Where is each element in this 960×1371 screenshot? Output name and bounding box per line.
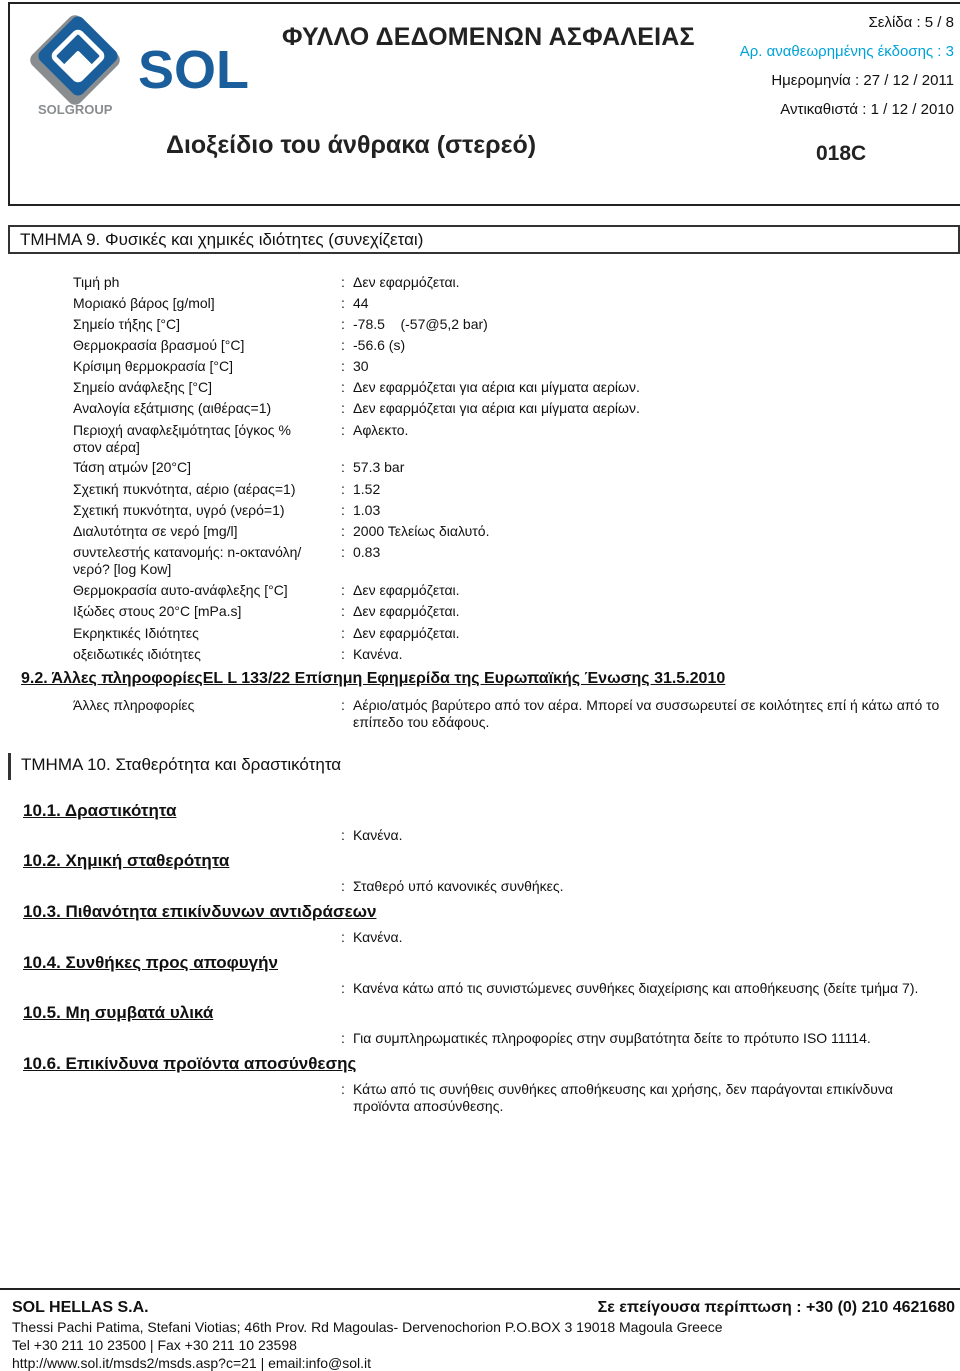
subsection-10-2-title: 10.2. Χημική σταθερότητα <box>23 851 230 870</box>
property-value: Δεν εφαρμόζεται για αέρια και μίγματα αερίων. <box>353 379 640 395</box>
product-name: Διοξείδιο του άνθρακα (στερεό) <box>166 131 537 159</box>
property-value: Δεν εφαρμόζεται. <box>353 274 460 290</box>
property-label: Διαλυτότητα σε νερό [mg/l] <box>73 523 238 539</box>
subsection-value-text: Σταθερό υπό κανονικές συνθήκες. <box>353 878 564 894</box>
property-value: Δεν εφαρμόζεται. <box>353 603 460 619</box>
property-value: Δεν εφαρμόζεται. <box>353 625 460 641</box>
document-header <box>8 2 960 206</box>
property-value: 57.3 bar <box>353 459 405 475</box>
property-label: Κρίσιμη θερμοκρασία [°C] <box>73 358 234 374</box>
subsection-value-text: Κάτω από τις συνήθεις συνθήκες αποθήκευσης και χρήσης, δεν παράγονται επικίνδυνα προϊόντα αποσύνθεσης. <box>353 1081 893 1114</box>
property-label: Άλλες πληροφορίες <box>73 697 195 713</box>
header-meta <box>740 8 954 124</box>
property-value: Δεν εφαρμόζεται για αέρια και μίγματα αερίων. <box>353 400 640 416</box>
separator: : <box>341 929 345 945</box>
replaces-date: Αντικαθιστά : 1 / 12 / 2010 <box>780 101 954 118</box>
product-code: 018C <box>816 142 867 165</box>
separator: : <box>341 646 345 662</box>
property-label: Θερμοκρασία αυτο-ανάφλεξης [°C] <box>73 582 288 598</box>
issue-date: Ημερομηνία : 27 / 12 / 2011 <box>771 72 954 89</box>
document-title: ΦΥΛΛΟ ΔΕΔΟΜΕΝΩΝ ΑΣΦΑΛΕΙΑΣ <box>282 23 695 51</box>
document-footer <box>0 1288 960 1371</box>
property-value: Αέριο/ατμός βαρύτερο από τον αέρα. Μπορεί να συσσωρευτεί σε κοιλότητες επί ή κάτω από το επίπεδο του εδάφους. <box>353 697 940 730</box>
subsection-value-text: Για συμπληρωματικές πληροφορίες στην συμβατότητα δείτε το πρότυπο ISO 11114. <box>353 1030 871 1046</box>
property-value: -56.6 (s) <box>353 337 406 353</box>
separator: : <box>341 697 345 713</box>
property-label: Μοριακό βάρος [g/mol] <box>73 295 215 311</box>
subsection-value-text: Κανένα κάτω από τις συνιστώμενες συνθήκες διαχείρισης και αποθήκευσης (δείτε τμήμα 7). <box>353 980 919 996</box>
property-label: Σχετική πυκνότητα, αέριο (αέρας=1) <box>73 481 296 497</box>
property-label: Ιξώδες στους 20°C [mPa.s] <box>73 603 242 619</box>
property-value: 30 <box>353 358 369 374</box>
section-9-heading: ΤΜΗΜΑ 9. Φυσικές και χημικές ιδιότητες (συνεχίζεται) <box>8 225 960 254</box>
subsection-10-3-title: 10.3. Πιθανότητα επικίνδυνων αντιδράσεων <box>23 902 377 921</box>
separator: : <box>341 459 345 475</box>
separator: : <box>341 980 345 996</box>
footer-emergency-phone: Σε επείγουσα περίπτωση : +30 (0) 210 4621680 <box>597 1299 955 1316</box>
footer-phone-fax: Tel +30 211 10 23500 | Fax +30 211 10 23598 <box>12 1337 297 1353</box>
separator: : <box>341 274 345 290</box>
page-number: Σελίδα : 5 / 8 <box>868 14 954 31</box>
subsection-value-text: Κανένα. <box>353 929 403 945</box>
property-value: 1.03 <box>353 502 381 518</box>
property-value: 0.83 <box>353 544 381 560</box>
property-value: 2000 Τελείως διαλυτό. <box>353 523 490 539</box>
subsection-10-5-title: 10.5. Μη συμβατά υλικά <box>23 1003 214 1022</box>
separator: : <box>341 1081 345 1097</box>
subsection-9-2-title: 9.2. Άλλες πληροφορίεςEL L 133/22 Επίσημη Εφημερίδα της Ευρωπαϊκής Ένωσης 31.5.2010 <box>21 670 726 687</box>
separator: : <box>341 523 345 539</box>
separator: : <box>341 400 345 416</box>
separator: : <box>341 337 345 353</box>
logo-subtext: SOLGROUP <box>38 102 113 117</box>
separator: : <box>341 422 345 438</box>
section-10-heading: ΤΜΗΜΑ 10. Σταθερότητα και δραστικότητα <box>8 753 388 780</box>
property-value: 1.52 <box>353 481 381 497</box>
separator: : <box>341 603 345 619</box>
property-label: Τάση ατμών [20°C] <box>73 459 191 475</box>
separator: : <box>341 379 345 395</box>
property-label: Σημείο τήξης [°C] <box>73 316 181 332</box>
separator: : <box>341 358 345 374</box>
property-value: Δεν εφαρμόζεται. <box>353 582 460 598</box>
separator: : <box>341 827 345 843</box>
property-label: Τιμή ph <box>73 274 120 290</box>
footer-web-link[interactable]: http://www.sol.it/msds2/msds.asp?c=21 | email:info@sol.it <box>12 1355 372 1371</box>
property-label: Αναλογία εξάτμισης (αιθέρας=1) <box>73 400 272 416</box>
property-value: Αφλεκτο. <box>353 422 409 438</box>
separator: : <box>341 1030 345 1046</box>
property-value: Κανένα. <box>353 646 403 662</box>
subsection-value-text: Κανένα. <box>353 827 403 843</box>
property-label: Θερμοκρασία βρασμού [°C] <box>73 337 245 353</box>
property-label: Εκρηκτικές Ιδιότητες <box>73 625 199 641</box>
property-label: Σχετική πυκνότητα, υγρό (νερό=1) <box>73 502 285 518</box>
separator: : <box>341 316 345 332</box>
subsection-10-1-title: 10.1. Δραστικότητα <box>23 801 177 820</box>
subsection-10-6-title: 10.6. Επικίνδυνα προϊόντα αποσύνθεσης <box>23 1054 357 1073</box>
property-value: 44 <box>353 295 369 311</box>
revision-number: Αρ. αναθεωρημένης έκδοσης : 3 <box>739 43 954 60</box>
sol-group-logo <box>20 8 260 118</box>
property-value: -78.5 (-57@5,2 bar) <box>353 316 488 332</box>
property-label: Σημείο ανάφλεξης [°C] <box>73 379 212 395</box>
property-label: Περιοχή αναφλεξιμότητας [όγκος % στον αέρα] <box>73 422 291 455</box>
separator: : <box>341 878 345 894</box>
separator: : <box>341 295 345 311</box>
separator: : <box>341 625 345 641</box>
logo-wordmark: SOL <box>138 40 250 100</box>
footer-address: Thessi Pachi Patima, Stefani Viotias; 46th Prov. Rd Magoulas- Dervenochorion P.O.BOX 3 19018 Magoula Greece <box>12 1319 723 1335</box>
separator: : <box>341 582 345 598</box>
separator: : <box>341 481 345 497</box>
footer-company-name: SOL HELLAS S.A. <box>12 1299 149 1316</box>
separator: : <box>341 544 345 560</box>
property-label: συντελεστής κατανομής: n-οκτανόλη/ νερό? [log Kow] <box>73 544 302 577</box>
subsection-10-4-title: 10.4. Συνθήκες προς αποφυγήν <box>23 953 278 972</box>
separator: : <box>341 502 345 518</box>
property-label: οξειδωτικές ιδιότητες <box>73 646 201 662</box>
